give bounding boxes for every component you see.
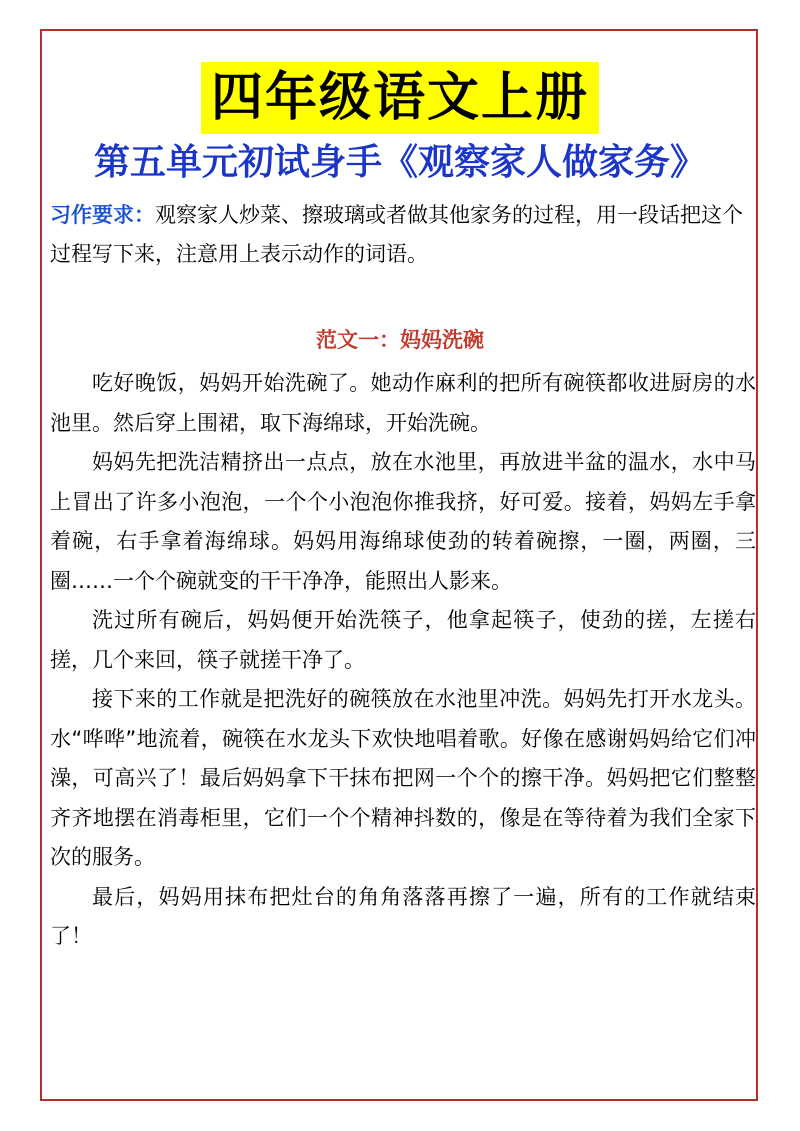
essay-paragraph: 接下来的工作就是把洗好的碗筷放在水池里冲洗。妈妈先打开水龙头。水“哗哗”地流着，碗筷在水龙头下欢快地唱着歌。好像在感谢妈妈给它们冲澡，可高兴了！最后妈妈拿下干抹布把网一个个的擦干净。妈妈把它们整整齐齐地摆在消毒柜里，它们一个个精神抖数的，像是在等待着为我们全家下次的服务。	[50, 687, 756, 869]
title-container	[0, 62, 800, 134]
essay-paragraph: 吃好晚饭，妈妈开始洗碗了。她动作麻利的把所有碗筷都收进厨房的水池里。然后穿上围裙，取下海绵球，开始洗碗。	[50, 371, 756, 435]
essay-body	[50, 364, 756, 957]
requirement-label: 习作要求：	[50, 203, 155, 227]
essay-paragraph: 洗过所有碗后，妈妈便开始洗筷子，他拿起筷子，使劲的搓，左搓右搓，几个来回，筷子就搓干净了。	[50, 608, 756, 672]
essay-paragraph: 妈妈先把洗洁精挤出一点点，放在水池里，再放进半盆的温水，水中马上冒出了许多小泡泡，一个个小泡泡你推我挤，好可爱。接着，妈妈左手拿着碗，右手拿着海绵球。妈妈用海绵球使劲的转着碗擦，一圈，两圈，三圈……一个个碗就变的干干净净，能照出人影来。	[50, 450, 756, 593]
essay-paragraph: 最后，妈妈用抹布把灶台的角角落落再擦了一遍，所有的工作就结束了！	[50, 884, 756, 948]
essay-heading: 范文一：妈妈洗碗	[316, 328, 484, 352]
page-subtitle: 第五单元初试身手《观察家人做家务》	[93, 141, 706, 183]
writing-requirement	[50, 196, 756, 274]
page-title: 四年级语文上册	[201, 62, 599, 134]
requirement-text: 观察家人炒菜、擦玻璃或者做其他家务的过程，用一段话把这个过程写下来，注意用上表示动作的词语。	[50, 203, 743, 266]
